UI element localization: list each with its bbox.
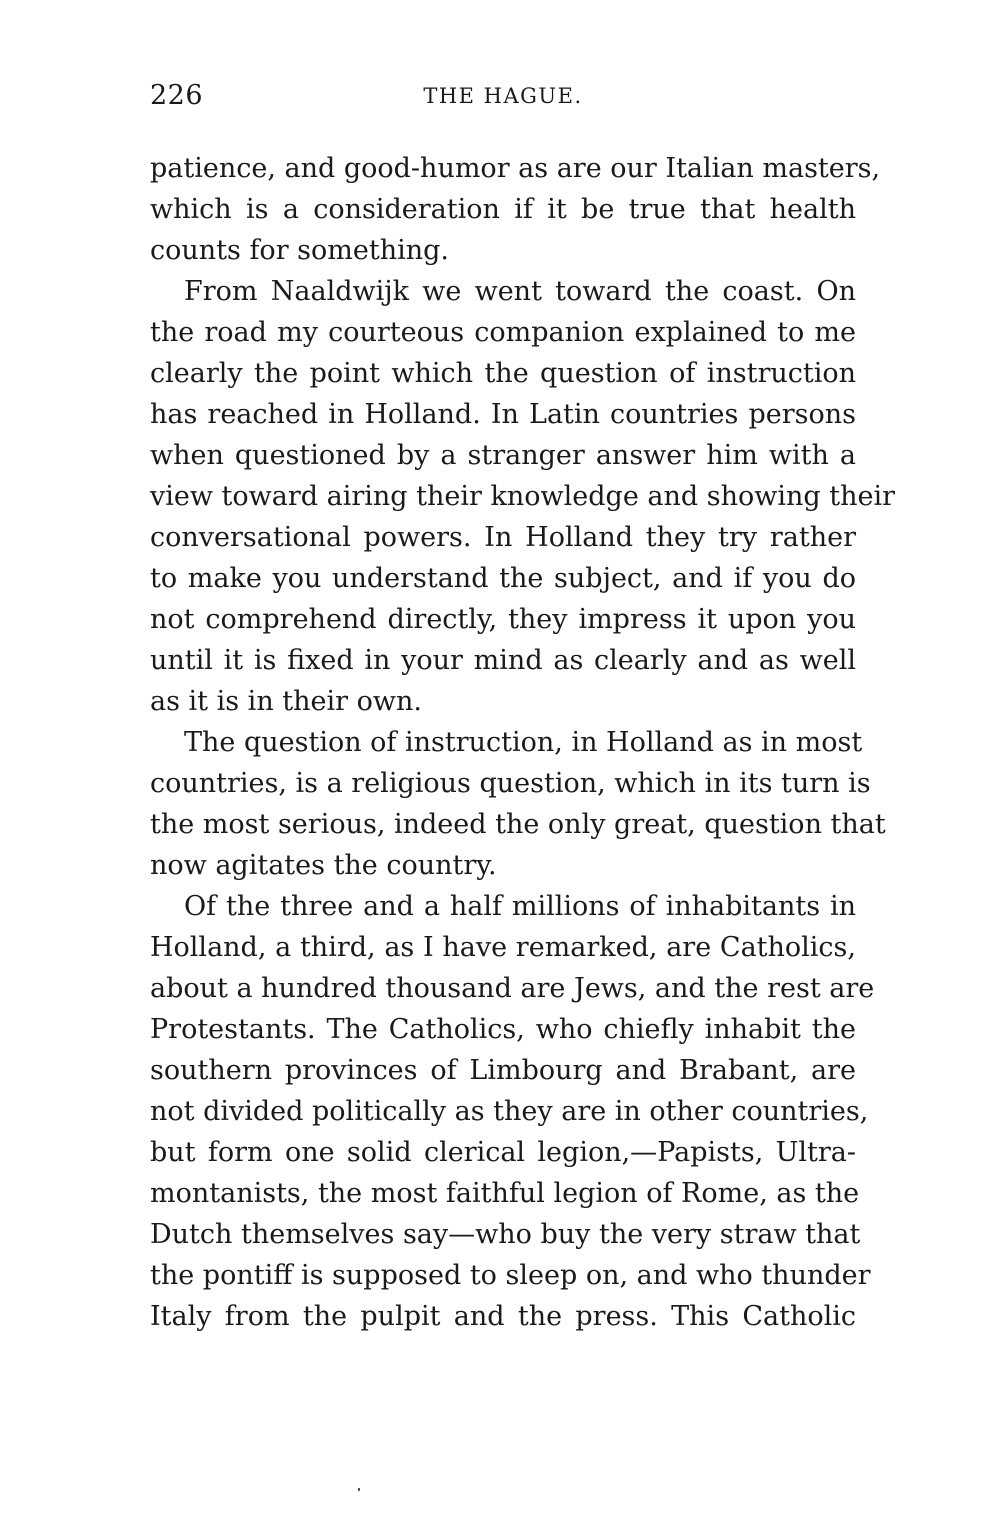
text-line: has reached in Holland. In Latin countries persons <box>150 399 856 430</box>
text-line: not comprehend directly, they impress it upon you <box>150 604 856 635</box>
text-line: as it is in their own. <box>150 686 422 717</box>
text-line: not divided politically as they are in other countries, <box>150 1096 869 1127</box>
text-line: Of the three and a half millions of inhabitants in <box>184 891 856 922</box>
paragraph <box>150 148 881 271</box>
text-line: when questioned by a stranger answer him with a <box>150 440 856 471</box>
text-line: to make you understand the subject, and if you do <box>150 563 856 594</box>
text-line: The question of instruction, in Holland as in most <box>184 727 863 758</box>
text-line: From Naaldwijk we went toward the coast. On <box>184 276 856 307</box>
text-line: conversational powers. In Holland they try rather <box>150 522 856 553</box>
text-line: about a hundred thousand are Jews, and the rest are <box>150 973 875 1004</box>
text-line: the road my courteous companion explained to me <box>150 317 856 348</box>
paragraph <box>150 886 875 1337</box>
text-line: the pontiff is supposed to sleep on, and who thunder <box>150 1260 871 1291</box>
paragraph <box>150 722 886 886</box>
print-speck <box>358 1488 360 1491</box>
text-line: countries, is a religious question, which in its turn is <box>150 768 871 799</box>
body-text <box>150 148 895 1337</box>
text-line: until it is fixed in your mind as clearly and as well <box>150 645 856 676</box>
text-line: Holland, a third, as I have remarked, are Catholics, <box>150 932 856 963</box>
page-number: 226 <box>150 80 204 111</box>
text-line: Dutch themselves say—who buy the very straw that <box>150 1219 861 1250</box>
text-line: southern provinces of Limbourg and Brabant, are <box>150 1055 856 1086</box>
paragraph <box>150 271 895 722</box>
running-head <box>150 80 856 120</box>
text-line: now agitates the country. <box>150 850 497 881</box>
text-line: Protestants. The Catholics, who chiefly inhabit the <box>150 1014 856 1045</box>
text-line: view toward airing their knowledge and showing their <box>150 481 895 512</box>
text-line: Italy from the pulpit and the press. This Catholic <box>150 1301 856 1332</box>
text-line: the most serious, indeed the only great, question that <box>150 809 886 840</box>
text-line: patience, and good-humor as are our Italian masters, <box>150 153 881 184</box>
text-line: but form one solid clerical legion,—Papists, Ultra- <box>150 1137 856 1168</box>
text-line: clearly the point which the question of instruction <box>150 358 856 389</box>
text-line: montanists, the most faithful legion of Rome, as the <box>150 1178 860 1209</box>
text-line: which is a consideration if it be true that health <box>150 194 856 225</box>
running-head-title: THE HAGUE. <box>423 84 583 108</box>
text-line: counts for something. <box>150 235 450 266</box>
